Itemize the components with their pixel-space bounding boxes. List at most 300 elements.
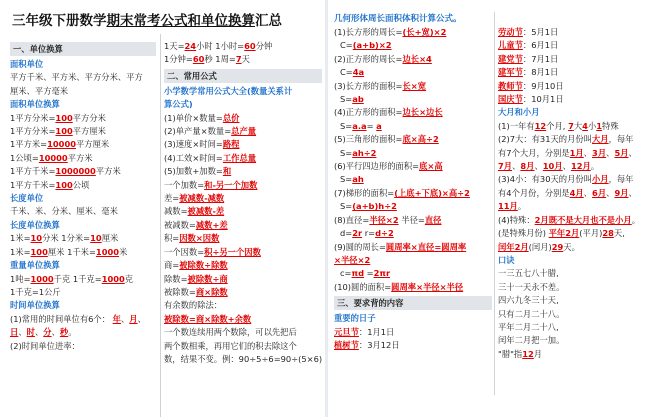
text-line	[498, 267, 648, 280]
text-line	[498, 214, 648, 227]
text-line	[498, 160, 648, 173]
text-line	[10, 85, 156, 98]
key-answer: 劳动节	[498, 27, 523, 37]
key-answer: 28	[602, 228, 614, 239]
text-segment: 平方厘米	[76, 139, 110, 150]
text-line	[334, 106, 492, 119]
key-answer: 边长×边长	[402, 107, 443, 118]
text-segment: 平方分米	[72, 112, 106, 123]
text-segment: 除数=	[164, 273, 188, 284]
text-segment: 半径=	[398, 214, 425, 225]
key-answer: 1000000	[55, 166, 96, 177]
key-answer: 大月	[591, 134, 609, 145]
text-segment: 天	[241, 54, 250, 65]
text-segment: 1平方分米=	[10, 112, 56, 123]
key-answer: 7月	[498, 161, 513, 172]
text-segment: 被减数=	[164, 219, 196, 230]
text-segment: 小时 1小时=	[196, 41, 245, 51]
key-answer: 总价	[222, 112, 240, 123]
key-answer: 8月	[520, 161, 535, 172]
key-answer: 元旦节	[334, 326, 359, 337]
text-line	[164, 259, 322, 272]
text-line	[164, 138, 322, 151]
text-segment: 1米=	[10, 233, 31, 244]
key-answer: 圆周率×半径×半径	[391, 281, 464, 292]
text-segment: 个月,	[546, 120, 569, 131]
text-line	[10, 112, 156, 125]
text-line	[164, 179, 322, 192]
text-segment: (1)单价×数量=	[164, 112, 223, 123]
key-answer: 平年2月	[548, 228, 580, 239]
key-answer: ah÷2	[352, 147, 377, 158]
key-answer: 分	[43, 327, 52, 338]
text-segment: 差=	[164, 193, 180, 204]
text-segment: 秒 1周=	[204, 54, 236, 65]
text-line	[498, 281, 648, 294]
text-line	[498, 241, 648, 254]
text-segment: 一个数连续用两个数除，可以先把后	[164, 327, 297, 338]
key-answer: 100	[30, 246, 48, 257]
column-common-formulas	[164, 40, 322, 417]
text-segment: 积=	[164, 233, 180, 244]
text-line	[10, 313, 156, 326]
text-segment: 米	[119, 246, 128, 257]
key-answer: 10	[90, 233, 102, 244]
text-segment: =	[366, 120, 377, 131]
text-segment: 。	[68, 327, 77, 338]
text-line	[334, 241, 492, 254]
text-line	[498, 39, 648, 52]
key-answer: 和	[222, 166, 232, 177]
section-heading: 一、单位换算	[10, 42, 156, 56]
text-segment: 。	[517, 201, 527, 212]
key-answer: 植树节	[334, 339, 359, 350]
key-answer: 24	[184, 41, 197, 51]
key-answer: 因数×因数	[179, 233, 220, 244]
text-segment: 有余数的除法：	[164, 300, 223, 311]
key-answer: 小月	[591, 174, 609, 185]
key-answer: 10000	[47, 139, 76, 150]
text-line	[498, 187, 648, 200]
text-segment: 一个因数=	[164, 246, 205, 257]
text-segment: (8)直径=	[334, 214, 370, 225]
text-segment: 千米、米、分米、厘米、毫米	[10, 206, 118, 217]
text-segment: 、	[583, 147, 593, 158]
text-segment: S=	[340, 94, 353, 105]
column-memorize	[498, 26, 648, 417]
text-segment: (6)平行四边形的面积=	[334, 161, 420, 172]
text-segment: 千克 1千克=	[53, 273, 102, 284]
key-answer: 被减数-差	[187, 206, 225, 217]
key-answer: 减数+差	[195, 219, 228, 230]
text-segment: 三十一天永不差。	[498, 281, 565, 292]
text-line	[498, 53, 648, 66]
text-line	[334, 53, 492, 66]
column-units-conversion	[10, 40, 156, 417]
text-line	[10, 205, 156, 218]
column-divider	[494, 12, 495, 395]
key-answer: 商×除数	[195, 286, 228, 297]
key-answer: 年	[112, 313, 121, 324]
key-answer: 12	[534, 120, 547, 131]
text-segment: (7)梯形的面积=	[334, 187, 395, 198]
text-segment: 四六九冬三十天,	[498, 295, 559, 306]
key-answer: 2月既不是大月也不是小月	[534, 214, 632, 225]
text-segment: ：1月1日	[358, 326, 395, 337]
right-page	[328, 0, 649, 417]
text-segment: 1分钟=	[164, 54, 193, 65]
key-answer: 闰年2月	[498, 241, 529, 252]
column-divider	[160, 34, 161, 417]
text-segment: 、	[628, 187, 637, 198]
text-segment: 1天=	[164, 41, 185, 51]
text-line	[498, 120, 648, 133]
key-answer: 7	[235, 54, 242, 65]
text-segment: 克	[124, 273, 134, 284]
text-segment: (1)长方形的周长=	[334, 27, 403, 37]
key-answer: 5月	[614, 147, 629, 158]
text-segment: 只有二月二十八。	[498, 308, 565, 319]
text-segment: 厘米	[101, 233, 119, 244]
text-line	[164, 246, 322, 259]
text-line	[164, 205, 322, 218]
text-segment: 、	[51, 327, 60, 338]
text-segment: ：7月1日	[522, 53, 559, 64]
subsection-heading: 时间单位换算	[10, 300, 60, 311]
key-answer: 日	[10, 327, 19, 338]
text-segment: (3)4小：有30天的月份叫	[498, 174, 592, 185]
text-line	[164, 232, 322, 245]
key-answer: 12月	[570, 161, 591, 172]
text-segment: 1千克=1公斤	[10, 286, 61, 297]
text-line	[498, 66, 648, 79]
subsection-heading: 小学数学常用公式大全(数量关系计	[164, 85, 293, 96]
text-segment: 一个加数=	[164, 179, 205, 190]
text-segment: (3)长方形的面积=	[334, 80, 403, 91]
key-answer: (a+b)×2	[352, 40, 392, 51]
text-segment: 平方米	[95, 166, 121, 177]
key-answer: 60	[244, 41, 256, 51]
text-line	[334, 39, 492, 52]
key-answer: 被除数=商×除数+余数	[164, 313, 252, 324]
text-line	[498, 308, 648, 321]
key-answer: 100	[55, 112, 73, 123]
key-answer: 10000	[38, 152, 68, 163]
text-segment: 、	[137, 313, 146, 324]
key-answer: 9月	[614, 187, 629, 198]
text-segment: c=	[340, 268, 352, 279]
text-segment: (3)速度×时间=	[164, 139, 223, 150]
text-segment: 1吨=	[10, 273, 31, 284]
subsection-heading: 大月和小月	[498, 107, 540, 118]
text-segment: (2)单产量×数量=	[164, 126, 232, 137]
text-line	[10, 152, 156, 165]
text-segment: ：6月1日	[522, 40, 559, 51]
text-line	[334, 267, 492, 280]
key-answer: 和-另一个加数	[204, 179, 258, 190]
text-line	[10, 165, 156, 178]
key-answer: 10月	[542, 161, 563, 172]
text-line	[498, 294, 648, 307]
subsection-heading: 算公式)	[164, 99, 193, 110]
key-answer: 60	[192, 54, 205, 65]
text-segment: "腊"指	[498, 348, 523, 359]
key-answer: 被除数÷除数	[179, 260, 228, 271]
text-segment: 、	[583, 187, 593, 198]
text-line	[164, 192, 322, 205]
text-segment: 平方千米、平方米、平方分米、平方	[10, 72, 143, 83]
text-line	[334, 66, 492, 79]
text-segment: ：8月1日	[522, 67, 559, 78]
text-segment: ：3月12日	[358, 339, 400, 350]
subsection-heading: 面积单位	[10, 59, 44, 69]
text-line	[164, 286, 322, 299]
key-answer: (长+宽)×2	[402, 27, 447, 37]
text-segment: S=	[340, 120, 353, 131]
text-segment: d=	[340, 228, 353, 239]
text-line	[334, 227, 492, 240]
text-line	[334, 160, 492, 173]
text-segment: 、	[606, 147, 615, 158]
text-line	[10, 340, 156, 353]
text-line	[164, 353, 322, 366]
text-line	[498, 80, 648, 93]
key-answer: 长×宽	[402, 80, 427, 91]
text-segment: (平月)	[579, 228, 603, 239]
key-answer: 100	[55, 126, 73, 137]
text-line	[10, 125, 156, 138]
text-line	[164, 112, 322, 125]
text-segment: 被除数=	[164, 286, 196, 297]
page-title	[0, 12, 282, 30]
text-line	[334, 187, 492, 200]
text-segment: 分米 1分米=	[42, 233, 91, 244]
text-segment: 天。	[563, 241, 580, 252]
text-segment: ：5月1日	[522, 27, 559, 37]
text-line	[334, 214, 492, 227]
subsection-heading: 重量单位换算	[10, 260, 60, 271]
text-segment: (9)圆的周长=	[334, 241, 386, 252]
text-segment: C=	[340, 40, 353, 51]
key-answer: 1000	[95, 246, 120, 257]
key-answer: 2r	[352, 228, 363, 239]
text-line	[164, 219, 322, 232]
key-answer: 6月	[592, 187, 607, 198]
key-answer: 国庆节	[498, 94, 523, 105]
key-answer: 时	[26, 327, 35, 338]
text-line	[334, 133, 492, 146]
text-line	[10, 273, 156, 286]
text-segment: 小	[587, 120, 597, 131]
text-line	[164, 313, 322, 326]
text-line	[334, 200, 492, 213]
subsection-heading: 口诀	[498, 254, 515, 265]
text-line	[498, 173, 648, 186]
text-segment: 、	[512, 161, 521, 172]
key-answer: a	[376, 120, 382, 131]
text-line	[498, 334, 648, 347]
key-answer: 10	[30, 233, 43, 244]
text-line	[164, 326, 322, 339]
subsection-heading: 长度单位换算	[10, 219, 60, 230]
key-answer: 建军节	[498, 67, 523, 78]
text-segment: 、	[562, 161, 571, 172]
key-answer: (上底+下底)×高÷2	[394, 187, 470, 198]
text-segment: 两个数相乘，再用它们的积去除这个	[164, 340, 297, 351]
text-line	[10, 138, 156, 151]
text-segment: 、	[34, 327, 44, 338]
text-line	[164, 299, 322, 312]
text-segment: 1平方分米=	[10, 126, 56, 137]
text-segment: 、	[534, 161, 543, 172]
column-geometry-formulas	[334, 12, 492, 417]
title-suffix: 汇总	[255, 13, 282, 29]
key-answer: 4	[582, 120, 588, 131]
key-answer: 底×高÷2	[402, 134, 439, 145]
text-line	[498, 321, 648, 334]
text-segment: 减数=	[164, 206, 188, 217]
key-answer: 边长×4	[402, 53, 432, 64]
text-segment: 。	[631, 214, 641, 225]
text-line	[498, 26, 648, 39]
key-answer: 路程	[222, 139, 240, 150]
text-line	[10, 246, 156, 259]
key-answer: 4a	[352, 67, 365, 78]
text-line	[334, 326, 492, 339]
text-line	[498, 227, 648, 240]
key-answer: 被除数÷商	[187, 273, 228, 284]
key-answer: πd	[351, 268, 365, 279]
text-segment: 有4个月份，分别是	[498, 187, 570, 198]
text-segment: (1)一年有	[498, 120, 535, 131]
key-answer: ah	[352, 174, 364, 185]
text-segment: 、	[120, 313, 130, 324]
text-segment: (是特殊月份)	[498, 228, 549, 239]
text-segment: S=	[340, 147, 353, 158]
key-answer: 工作总量	[222, 152, 257, 163]
key-answer: d÷2	[375, 228, 394, 239]
text-line	[10, 179, 156, 192]
text-line	[164, 125, 322, 138]
text-segment: 1米=	[10, 246, 31, 257]
text-segment: (4)正方形的面积=	[334, 107, 403, 118]
text-segment: S=	[340, 174, 353, 185]
text-segment: 厘米 1千米=	[47, 246, 96, 257]
text-segment: 商=	[164, 260, 180, 271]
text-segment: 、	[628, 147, 637, 158]
text-line	[334, 120, 492, 133]
text-segment: =	[364, 268, 374, 279]
text-segment: 天,	[613, 228, 625, 239]
title-highlight: 期末常考公式和单位换算	[106, 13, 255, 29]
subsection-heading: 面积单位换算	[10, 99, 60, 110]
key-answer: 1000	[30, 273, 54, 284]
key-answer: 半径×2	[369, 214, 399, 225]
subsection-heading: 长度单位	[10, 193, 44, 204]
section-heading: 二、常用公式	[164, 69, 322, 83]
text-line	[334, 281, 492, 294]
text-segment: 特殊	[602, 120, 619, 131]
key-answer: 11月	[498, 201, 518, 212]
key-answer: (a+b)h÷2	[352, 201, 397, 212]
text-segment: (闰月)	[528, 241, 552, 252]
text-line	[498, 200, 648, 213]
key-answer: 7	[568, 120, 574, 131]
text-segment: 平年二月二十八,	[498, 321, 559, 332]
key-answer: 底×高	[419, 161, 443, 172]
text-line	[498, 348, 648, 361]
key-answer: 1月	[569, 147, 584, 158]
text-line	[10, 326, 156, 339]
key-answer: 儿童节	[498, 40, 523, 51]
text-segment: 数，结果不变。例：90÷5÷6=90÷(5×6)	[164, 353, 322, 364]
text-segment: (2)时间单位进率：	[10, 340, 80, 351]
text-segment: (1)常用的时间单位有6个：	[10, 313, 113, 324]
title-prefix: 三年级下册数学	[12, 13, 107, 29]
text-line	[164, 40, 322, 53]
text-segment: ，每年	[608, 134, 634, 145]
text-line	[498, 133, 648, 146]
key-answer: ab	[352, 94, 364, 105]
text-segment: (10)圆的面积=	[334, 281, 392, 292]
text-segment: ：10月1日	[522, 94, 564, 105]
text-line	[10, 71, 156, 84]
text-line	[334, 254, 492, 267]
key-answer: 3月	[592, 147, 607, 158]
key-answer: 秒	[59, 327, 69, 338]
text-segment: 1平方米=	[10, 139, 48, 150]
text-segment: 公顷	[72, 179, 90, 190]
text-segment: 平方米	[67, 152, 93, 163]
key-answer: 29	[551, 241, 564, 252]
text-line	[334, 26, 492, 39]
key-answer: 积÷另一个因数	[204, 246, 261, 257]
text-segment: 大	[573, 120, 583, 131]
text-segment: 有7个大月，分别是	[498, 147, 570, 158]
text-line	[334, 147, 492, 160]
key-answer: 1000	[101, 273, 125, 284]
text-line	[10, 232, 156, 245]
key-answer: 总产量	[231, 126, 257, 137]
text-segment: 闰年二月把一加。	[498, 335, 565, 346]
text-segment: 、	[606, 187, 615, 198]
text-segment: ，每年	[608, 174, 634, 185]
text-segment: 月	[533, 348, 543, 359]
text-line	[498, 147, 648, 160]
text-segment: 厘米、平方毫米	[10, 85, 69, 96]
text-line	[164, 165, 322, 178]
text-segment: (4)工效×时间=	[164, 152, 223, 163]
key-answer: 12	[522, 348, 534, 359]
key-answer: 被减数-减数	[179, 193, 225, 204]
text-line	[164, 273, 322, 286]
text-line	[164, 53, 322, 66]
text-segment: (2)7大：有31天的月份叫	[498, 134, 592, 145]
key-answer: a.a	[352, 120, 367, 131]
text-segment: 平方厘米	[72, 126, 106, 137]
key-answer: 1	[596, 120, 603, 131]
text-segment: 1平方千米=	[10, 179, 56, 190]
text-line	[164, 340, 322, 353]
subsection-heading: 重要的日子	[334, 313, 376, 324]
section-heading: 几何形体周长面积体积计算公式。	[334, 14, 462, 24]
text-line	[334, 80, 492, 93]
text-line	[498, 93, 648, 106]
text-segment: (5)加数+加数=	[164, 166, 223, 177]
text-segment: (2)正方形的周长=	[334, 53, 403, 64]
text-line	[164, 152, 322, 165]
key-answer: 建党节	[498, 53, 523, 64]
